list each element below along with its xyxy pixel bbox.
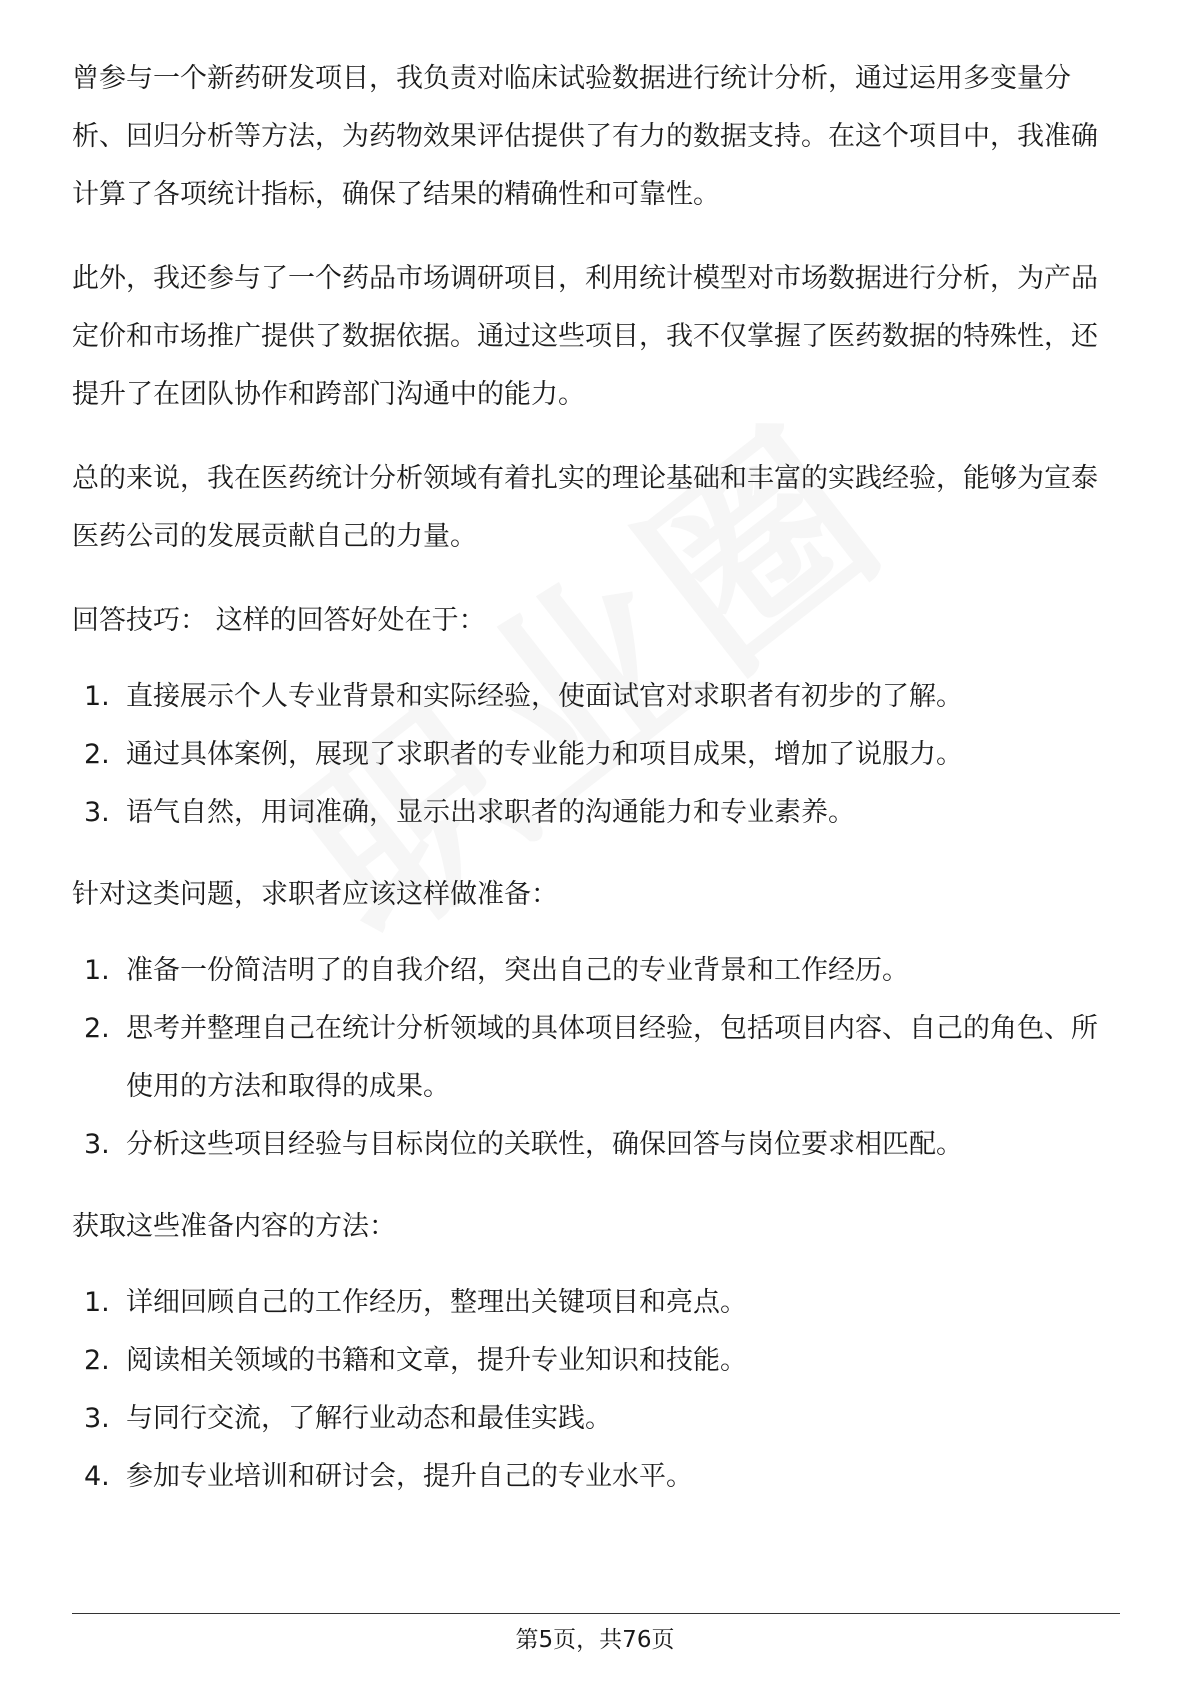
section-heading-methods: 获取这些准备内容的方法： bbox=[72, 1211, 396, 1242]
paragraph: 此外，我还参与了一个药品市场调研项目，利用统计模型对市场数据进行分析，为产品定价和市场推广提供了数据依据。通过这些项目，我不仅掌握了医药数据的特殊性，还提升了在团队协作和跨部门沟通中的能力。 bbox=[72, 263, 1098, 410]
section-heading-answer-tips: 回答技巧： 这样的回答好处在于： bbox=[72, 605, 486, 636]
list-item: 2. 阅读相关领域的书籍和文章，提升专业知识和技能。 bbox=[84, 1345, 747, 1376]
list-item-text: 分析这些项目经验与目标岗位的关联性，确保回答与岗位要求相匹配。 bbox=[126, 1129, 963, 1160]
list-item-text: 与同行交流，了解行业动态和最佳实践。 bbox=[126, 1403, 612, 1434]
list-item: 4. 参加专业培训和研讨会，提升自己的专业水平。 bbox=[84, 1461, 693, 1492]
list-item: 1. 准备一份简洁明了的自我介绍，突出自己的专业背景和工作经历。 bbox=[84, 955, 909, 986]
list-item-text: 阅读相关领域的书籍和文章，提升专业知识和技能。 bbox=[126, 1345, 747, 1376]
list-item-text: 思考并整理自己在统计分析领域的具体项目经验，包括项目内容、自己的角色、所使用的方法和取得的成果。 bbox=[126, 1013, 1098, 1102]
list-item-text: 准备一份简洁明了的自我介绍，突出自己的专业背景和工作经历。 bbox=[126, 955, 909, 986]
list-item: 1. 详细回顾自己的工作经历，整理出关键项目和亮点。 bbox=[84, 1287, 747, 1318]
footer-divider bbox=[72, 1613, 1120, 1614]
paragraph: 曾参与一个新药研发项目，我负责对临床试验数据进行统计分析，通过运用多变量分析、回归分析等方法，为药物效果评估提供了有力的数据支持。在这个项目中，我准确计算了各项统计指标，确保了结果的精确性和可靠性。 bbox=[72, 63, 1098, 210]
document-body bbox=[72, 50, 1122, 1530]
methods-list bbox=[72, 1274, 1122, 1506]
list-item-text: 语气自然，用词准确，显示出求职者的沟通能力和专业素养。 bbox=[126, 797, 855, 828]
list-item: 2. 通过具体案例，展现了求职者的专业能力和项目成果，增加了说服力。 bbox=[84, 739, 963, 770]
list-item-text: 参加专业培训和研讨会，提升自己的专业水平。 bbox=[126, 1461, 693, 1492]
list-item-text: 通过具体案例，展现了求职者的专业能力和项目成果，增加了说服力。 bbox=[126, 739, 963, 770]
list-item: 1. 直接展示个人专业背景和实际经验，使面试官对求职者有初步的了解。 bbox=[84, 681, 963, 712]
answer-tips-list bbox=[72, 668, 1122, 842]
section-heading-preparation: 针对这类问题，求职者应该这样做准备： bbox=[72, 879, 558, 910]
list-item: 3. 与同行交流，了解行业动态和最佳实践。 bbox=[84, 1403, 612, 1434]
list-item-text: 直接展示个人专业背景和实际经验，使面试官对求职者有初步的了解。 bbox=[126, 681, 963, 712]
page-number: 第5页，共76页 bbox=[515, 1627, 675, 1653]
list-item: 3. 语气自然，用词准确，显示出求职者的沟通能力和专业素养。 bbox=[84, 797, 855, 828]
list-item: 3. 分析这些项目经验与目标岗位的关联性，确保回答与岗位要求相匹配。 bbox=[84, 1129, 963, 1160]
list-item-text: 详细回顾自己的工作经历，整理出关键项目和亮点。 bbox=[126, 1287, 747, 1318]
paragraph: 总的来说，我在医药统计分析领域有着扎实的理论基础和丰富的实践经验，能够为宣泰医药公司的发展贡献自己的力量。 bbox=[72, 463, 1098, 552]
preparation-list bbox=[72, 942, 1122, 1174]
list-item: 2. 思考并整理自己在统计分析领域的具体项目经验，包括项目内容、自己的角色、所使用的方法和取得的成果。 bbox=[84, 1013, 1098, 1102]
